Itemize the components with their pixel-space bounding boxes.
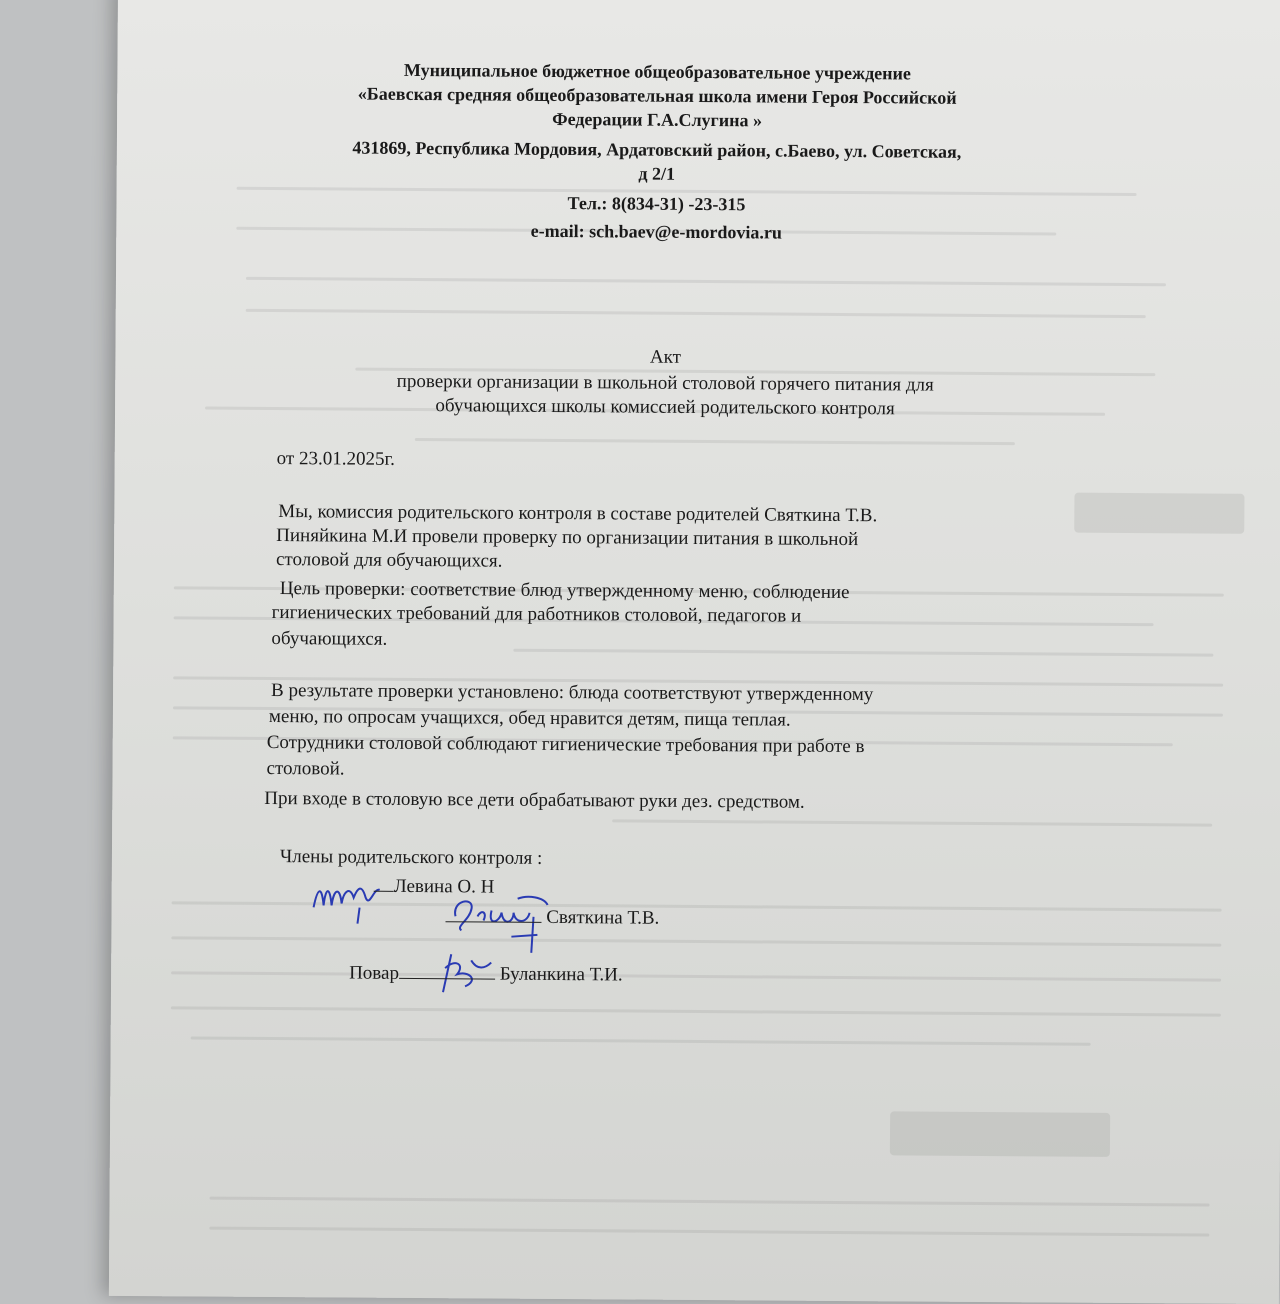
- paragraph-purpose: Цель проверки: соответствие блюд утвержденному меню, соблюдение: [279, 578, 850, 604]
- paragraph-purpose-line3: обучающихся.: [271, 628, 388, 650]
- paragraph-commission: Мы, комиссия родительского контроля в составе родителей Святкина Т.В.: [278, 501, 878, 527]
- paragraph-result-line4: столовой.: [266, 757, 345, 780]
- member-levina: Левина О. Н: [374, 873, 495, 900]
- header-school-name-cont: Федерации Г.А.Слугина »: [552, 108, 763, 131]
- cook-line: Повар Буланкина Т.И.: [349, 960, 623, 988]
- act-subtitle-cont: обучающихся школы комиссией родительского контроля: [435, 395, 895, 420]
- act-date: от 23.01.2025г.: [276, 448, 395, 470]
- paragraph-commission-line2: Пиняйкина М.И провели проверку по организации питания в школьной: [276, 525, 859, 551]
- header-org-name: Муниципальное бюджетное общеобразовательное учреждение: [403, 59, 912, 84]
- header-school-name: «Баевская средняя общеобразовательная школа имени Героя Российской: [357, 83, 957, 108]
- paragraph-purpose-line2: гигиенических требований для работников столовой, педагогов и: [271, 602, 802, 627]
- header-address-cont: д 2/1: [638, 163, 676, 184]
- document-page: [109, 0, 1280, 1304]
- members-label: Члены родительского контроля :: [279, 846, 543, 869]
- act-title: Акт: [649, 346, 682, 368]
- paragraph-commission-line3: столовой для обучающихся.: [275, 549, 503, 572]
- paragraph-result-line2: меню, по опросам учащихся, обед нравится детям, пища теплая.: [268, 705, 791, 731]
- act-subtitle: проверки организации в школьной столовой горячего питания для: [396, 370, 934, 396]
- paragraph-result-line3: Сотрудники столовой соблюдают гигиенические требования при работе в: [266, 731, 865, 758]
- member-svyatkina: Святкина Т.В.: [445, 903, 659, 930]
- paragraph-result: В результате проверки установлено: блюда соответствуют утвержденному: [271, 680, 874, 706]
- paragraph-hygiene: При входе в столовую все дети обрабатывают руки дез. средством.: [264, 787, 805, 813]
- header-address: 431869, Республика Мордовия, Ардатовский район, с.Баево, ул. Советская,: [352, 137, 962, 162]
- header-phone: Тел.: 8(834-31) -23-315: [567, 193, 746, 215]
- header-email: e-mail: sch.baev@e-mordovia.ru: [530, 220, 782, 243]
